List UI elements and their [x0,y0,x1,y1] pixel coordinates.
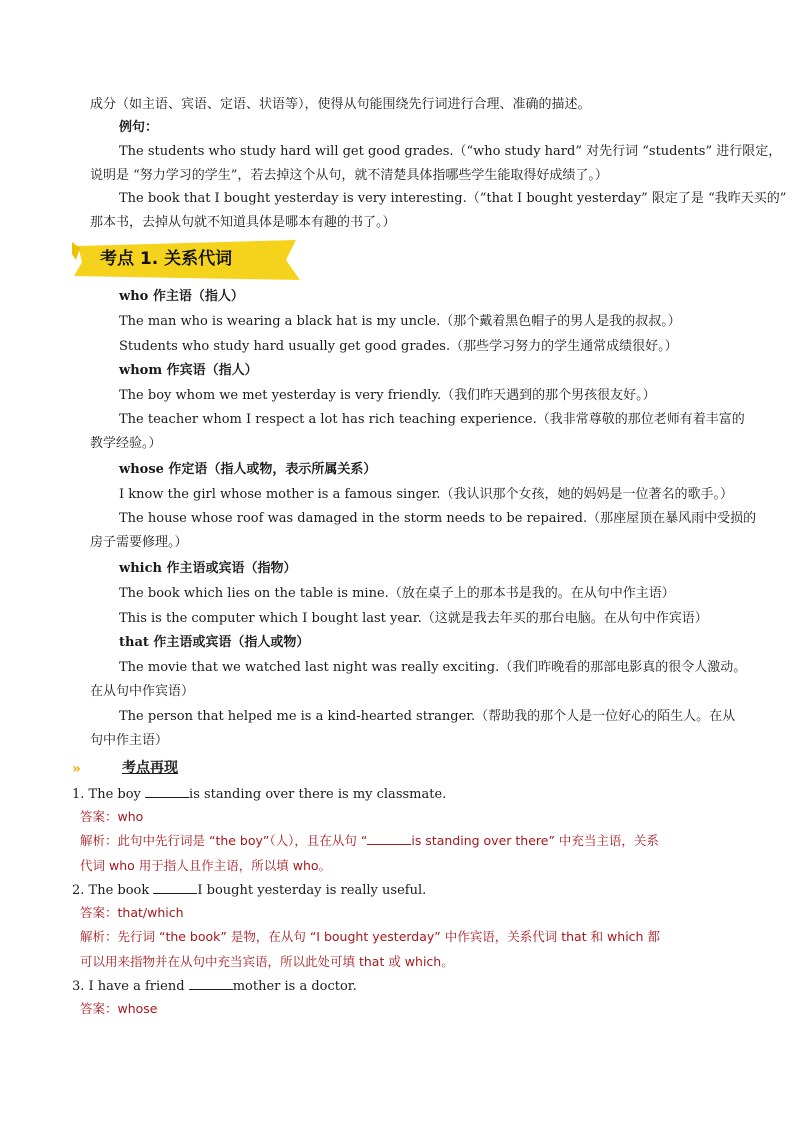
pronoun-example: 在从句中作宾语） [90,684,195,699]
pronoun-example: The man who is wearing a black hat is my uncle.（那个戴着黑色帽子的男人是我的叔叔。） [119,314,681,329]
explanation-1-b: 代词 who 用于指人且作主语，所以填 who。 [80,858,332,873]
pronoun-example: This is the computer which I bought last year.（这就是我去年买的那台电脑。在从句中作宾语） [119,611,708,626]
intro-line: 成分（如主语、宾语、定语、状语等），使得从句能围绕先行词进行合理、准确的描述。 [90,97,591,112]
section-title: 考点 1. 关系代词 [100,249,233,269]
pronoun-heading-which: which 作主语或宾语（指物） [119,561,297,576]
answer-1: 答案：who [80,809,144,824]
pronoun-heading-who: who 作主语（指人） [119,289,244,304]
answer-blank [367,832,411,845]
pronoun-example: The movie that we watched last night was really exciting.（我们昨晚看的那部电影真的很令人激动。 [119,660,747,675]
chevron-icon: » [72,761,81,777]
question-3: 3. I have a friend mother is a doctor. [72,979,357,994]
pronoun-heading-whose: whose 作定语（指人或物，表示所属关系） [119,462,377,477]
pronoun-heading-that: that 作主语或宾语（指人或物） [119,635,310,650]
pronoun-heading-whom: whom 作宾语（指人） [119,363,258,378]
example-1-line-a: The students who study hard will get good grades.（“who study hard” 对先行词 “students” 进行限定， [119,144,782,159]
answer-blank [189,977,233,990]
pronoun-example: 句中作主语） [90,733,169,748]
answer-blank [153,881,197,894]
pronoun-example: The house whose roof was damaged in the storm needs to be repaired.（那座屋顶在暴风雨中受损的 [119,511,757,526]
review-title: 考点再现 [122,760,178,776]
explanation-1-a: 解析：此句中先行词是 “the boy”（人），且在从句 “ is standing over there” 中充当主语，关系 [80,833,659,848]
pronoun-example: 教学经验。） [90,436,162,451]
example-2-line-b: 那本书，去掉从句就不知道具体是哪本有趣的书了。） [90,215,396,230]
pronoun-example: 房子需要修理。） [90,535,188,550]
pronoun-example: Students who study hard usually get good grades.（那些学习努力的学生通常成绩很好。） [119,339,678,354]
question-2: 2. The book I bought yesterday is really useful. [72,883,427,898]
explanation-2-a: 解析：先行词 “the book” 是物，在从句 “I bought yesterday” 中作宾语，关系代词 that 和 which 都 [80,929,660,944]
explanation-2-b: 可以用来指物并在从句中充当宾语，所以此处可填 that 或 which。 [80,954,454,969]
example-1-line-b: 说明是 “努力学习的学生”，若去掉这个从句，就不清楚具体指哪些学生能取得好成绩了。） [90,168,608,183]
answer-3: 答案：whose [80,1001,158,1016]
question-1: 1. The boy is standing over there is my classmate. [72,787,447,802]
example-2-line-a: The book that I bought yesterday is very interesting.（“that I bought yesterday” 限定了是 “我昨天买的” [119,191,787,206]
pronoun-example: The person that helped me is a kind-hearted stranger.（帮助我的那个人是一位好心的陌生人。在从 [119,709,736,724]
answer-blank [145,785,189,798]
example-label: 例句： [119,120,159,135]
pronoun-example: The teacher whom I respect a lot has rich teaching experience.（我非常尊敬的那位老师有着丰富的 [119,412,745,427]
answer-2: 答案：that/which [80,905,184,920]
pronoun-example: The boy whom we met yesterday is very friendly.（我们昨天遇到的那个男孩很友好。） [119,388,656,403]
pronoun-example: The book which lies on the table is mine.（放在桌子上的那本书是我的。在从句中作主语） [119,586,675,601]
pronoun-example: I know the girl whose mother is a famous singer.（我认识那个女孩，她的妈妈是一位著名的歌手。） [119,487,733,502]
